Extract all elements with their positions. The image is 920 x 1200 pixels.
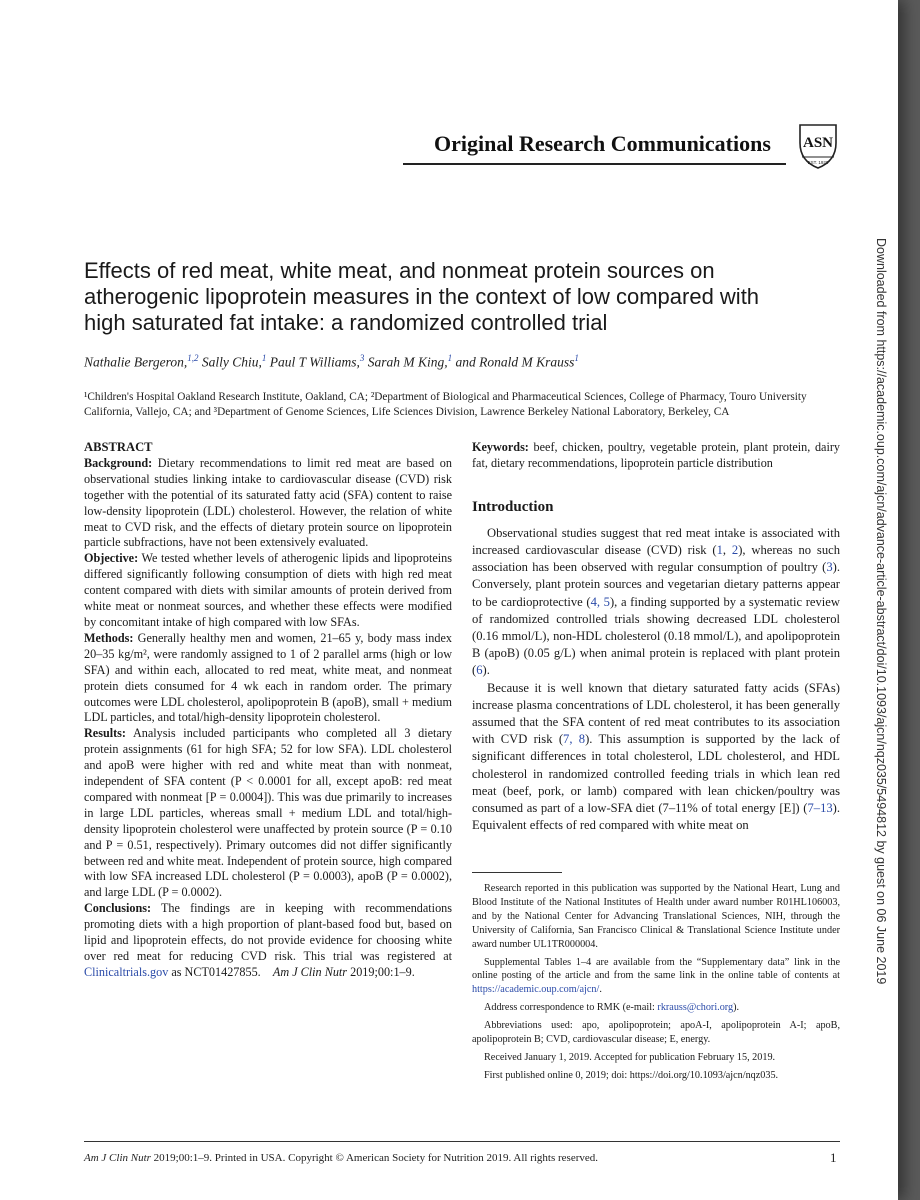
keywords: Keywords: beef, chicken, poultry, vegetable protein, plant protein, dairy fat, dietary recommendations, lipoprotein particle distribution	[472, 440, 840, 470]
citation-link[interactable]: 4, 5	[590, 594, 610, 609]
intro-paragraph: Because it is well known that dietary saturated fatty acids (SFAs) increase plasma concentrations of LDL cholesterol, it has been generally assumed that the SFA content of red meat contributes to its association with CVD risk (7, 8). This assumption is supported by the lack of significant differences in total cholesterol, LDL cholesterol, and HDL cholesterol in randomized controlled feeding trials in which lean red meat (beef, pork, or lamb) compared with lean chicken/poultry was consumed as part of a low-SFA diet (7–11% of total energy [E]) (7–13). Equivalent effects of red compared with white meat on	[472, 680, 840, 833]
citation-link[interactable]: 1	[716, 542, 723, 557]
abstract-results: Results: Analysis included participants who completed all 3 dietary protein assignments (61 for high SFA; 52 for low SFA). LDL cholesterol and apoB were higher with red and white meat than with nonmeat, independent of SFA content (P < 0.0001 for all, except apoB: red meat compared with nonmeat [P = 0.0004]). This was due primarily to increases in large LDL particles, whereas small + medium LDL and total/high-density lipoprotein cholesterol were unaffected by protein source (P = 0.10 and P = 0.51, respectively). Primary outcomes did not differ significantly between red and white meat. Independent of protein source, high compared with low SFA increased LDL cholesterol (P = 0.0003), apoB (P = 0.0002), and large LDL (P = 0.0002).	[84, 726, 452, 900]
email-link[interactable]: rkrauss@chori.org	[657, 1002, 734, 1014]
logo-text: ASN	[802, 135, 834, 151]
introduction-heading: Introduction	[472, 498, 554, 515]
author-affil-ref[interactable]: 3	[359, 353, 365, 363]
intro-paragraph: Observational studies suggest that red meat intake is associated with increased cardiovascular disease (CVD) risk (1, 2), whereas no such association has been observed with regular consumption of poultry (3). Conversely, plant protein sources and vegetarian dietary patterns appear to be cardioprotective (4, 5), a finding supported by a systematic review of randomized controlled trials showing decreased LDL cholesterol (0.16 mmol/L), non-HDL cholesterol (0.18 mmol/L), and apolipoprotein B (apoB) (0.05 g/L) when animal protein is replaced with plant protein (6).	[472, 525, 841, 678]
abstract-heading: ABSTRACT	[84, 440, 153, 454]
citation-journal: Am J Clin Nutr	[272, 964, 348, 979]
right-column	[472, 440, 840, 834]
section-title: Original Research Communications	[434, 131, 771, 156]
abbreviations-note: Abbreviations used: apo, apolipoprotein; apoA-I, apolipoprotein A-I; apoB, apolipoprotein B; CVD, cardiovascular disease; E, energy.	[472, 1020, 840, 1046]
supplemental-note: Supplemental Tables 1–4 are available from the “Supplementary data” link in the online posting of the article and from the same link in the online table of contents at https://academic.oup.com/ajcn/.	[472, 956, 840, 996]
supplemental-link[interactable]: https://academic.oup.com/ajcn/	[472, 984, 600, 996]
trial-registry-link[interactable]: Clinicaltrials.gov	[84, 964, 169, 979]
author-name: Sally Chiu,	[198, 354, 262, 370]
introduction-body	[472, 525, 840, 835]
logo-subtext: EST. 1928	[807, 160, 829, 165]
author-list	[84, 353, 804, 371]
abstract-background: Background: Dietary recommendations to limit red meat are based on observational studies linking intake to cardiovascular disease (CVD) risk together with the potential of its saturated fatty acid (SFA) content to raise low-density lipoprotein (LDL) cholesterol. However, the relation of white meat to CVD risk, and the effects of dietary protein source on lipoprotein particle subfractions, have not been extensively evaluated.	[84, 455, 452, 550]
received-note: Received January 1, 2019. Accepted for publication February 15, 2019.	[484, 1051, 776, 1063]
abstract-column	[84, 440, 452, 981]
abstract-conclusions: Conclusions: The findings are in keeping with recommendations promoting diets with a high proportion of plant-based food but, based on lipid and lipoprotein effects, do not provide evidence for choosing white over red meat for reducing CVD risk. This trial was registered at Clinicaltrials.gov as NCT01427855. Am J Clin Nutr 2019;00:1–9.	[84, 901, 452, 979]
footer-rule	[84, 1141, 840, 1142]
correspondence-note: Address correspondence to RMK (e-mail: rkrauss@chori.org).	[484, 1002, 740, 1014]
header-rule	[403, 163, 786, 165]
affiliations: ¹Children's Hospital Oakland Research Institute, Oakland, CA; ²Department of Biological and Pharmaceutical Sciences, College of Pharmacy, Touro University California, Vallejo, CA; and ³Department of Genome Sciences, Life Sciences Division, Lawrence Berkeley National Laboratory, Berkeley, CA	[84, 391, 807, 418]
citation-link[interactable]: 7–13	[807, 800, 833, 815]
author-name: Sarah M King,	[364, 354, 448, 370]
asn-logo-icon	[794, 123, 842, 169]
author-affil-ref[interactable]: 1,2	[187, 353, 199, 363]
page-number: 1	[830, 1150, 837, 1165]
author-affil-ref[interactable]: 1	[261, 353, 267, 363]
published-note: First published online 0, 2019; doi: https://doi.org/10.1093/ajcn/nqz035.	[484, 1069, 779, 1081]
abstract-objective: Objective: We tested whether levels of atherogenic lipids and lipoproteins differed significantly following consumption of diets with high red meat content compared with diets with similar amounts of protein derived from white meat or nonmeat sources, and whether these effects were modified by concomitant intake of high compared with low SFAs.	[84, 551, 452, 629]
article-title: Effects of red meat, white meat, and nonmeat protein sources on atherogenic lipoprotein measures in the context of low compared with high saturated fat intake: a randomized controlled trial	[84, 258, 760, 335]
author-affil-ref[interactable]: 1	[574, 353, 579, 363]
footnote-rule	[472, 872, 562, 873]
author-affil-ref[interactable]: 1	[447, 353, 453, 363]
citation-link[interactable]: 7, 8	[563, 732, 586, 747]
citation-link[interactable]: 6	[476, 663, 483, 678]
citation-link[interactable]: 3	[826, 560, 833, 575]
footer-citation: Am J Clin Nutr 2019;00:1–9. Printed in USA. Copyright © American Society for Nutrition 2019. All rights reserved.	[84, 1152, 599, 1164]
author-name: and Ronald M Krauss	[452, 354, 575, 370]
abstract-methods: Methods: Generally healthy men and women, 21–65 y, body mass index 20–35 kg/m², were randomly assigned to 1 of 2 parallel arms (high or low SFA) and within each, allocated to red meat, white meat, and nonmeat protein diets consumed for 4 wk each in random order. The primary outcomes were LDL cholesterol, apolipoprotein B (apoB), small + medium LDL particles, and total/high-density lipoprotein cholesterol.	[84, 630, 452, 725]
download-note: Downloaded from https://academic.oup.com/ajcn/advance-article-abstract/doi/10.1093/ajcn/nqz035/5494812 by guest on 06 June 2019	[874, 238, 888, 985]
author-name: Paul T Williams,	[266, 354, 360, 370]
footnotes	[472, 882, 840, 1087]
citation-info: 2019;00:1–9.	[350, 964, 415, 979]
citation-link[interactable]: 2	[731, 542, 739, 557]
author-name: Nathalie Bergeron,	[84, 354, 188, 370]
funding-note: Research reported in this publication was supported by the National Heart, Lung and Blood Institute of the National Institutes of Health under award number R01HL106003, and by the National Center for Advancing Translational Sciences, NIH, through the University of California, San Francisco Clinical & Translational Science Institute under award number UL1TR000004.	[472, 883, 840, 950]
